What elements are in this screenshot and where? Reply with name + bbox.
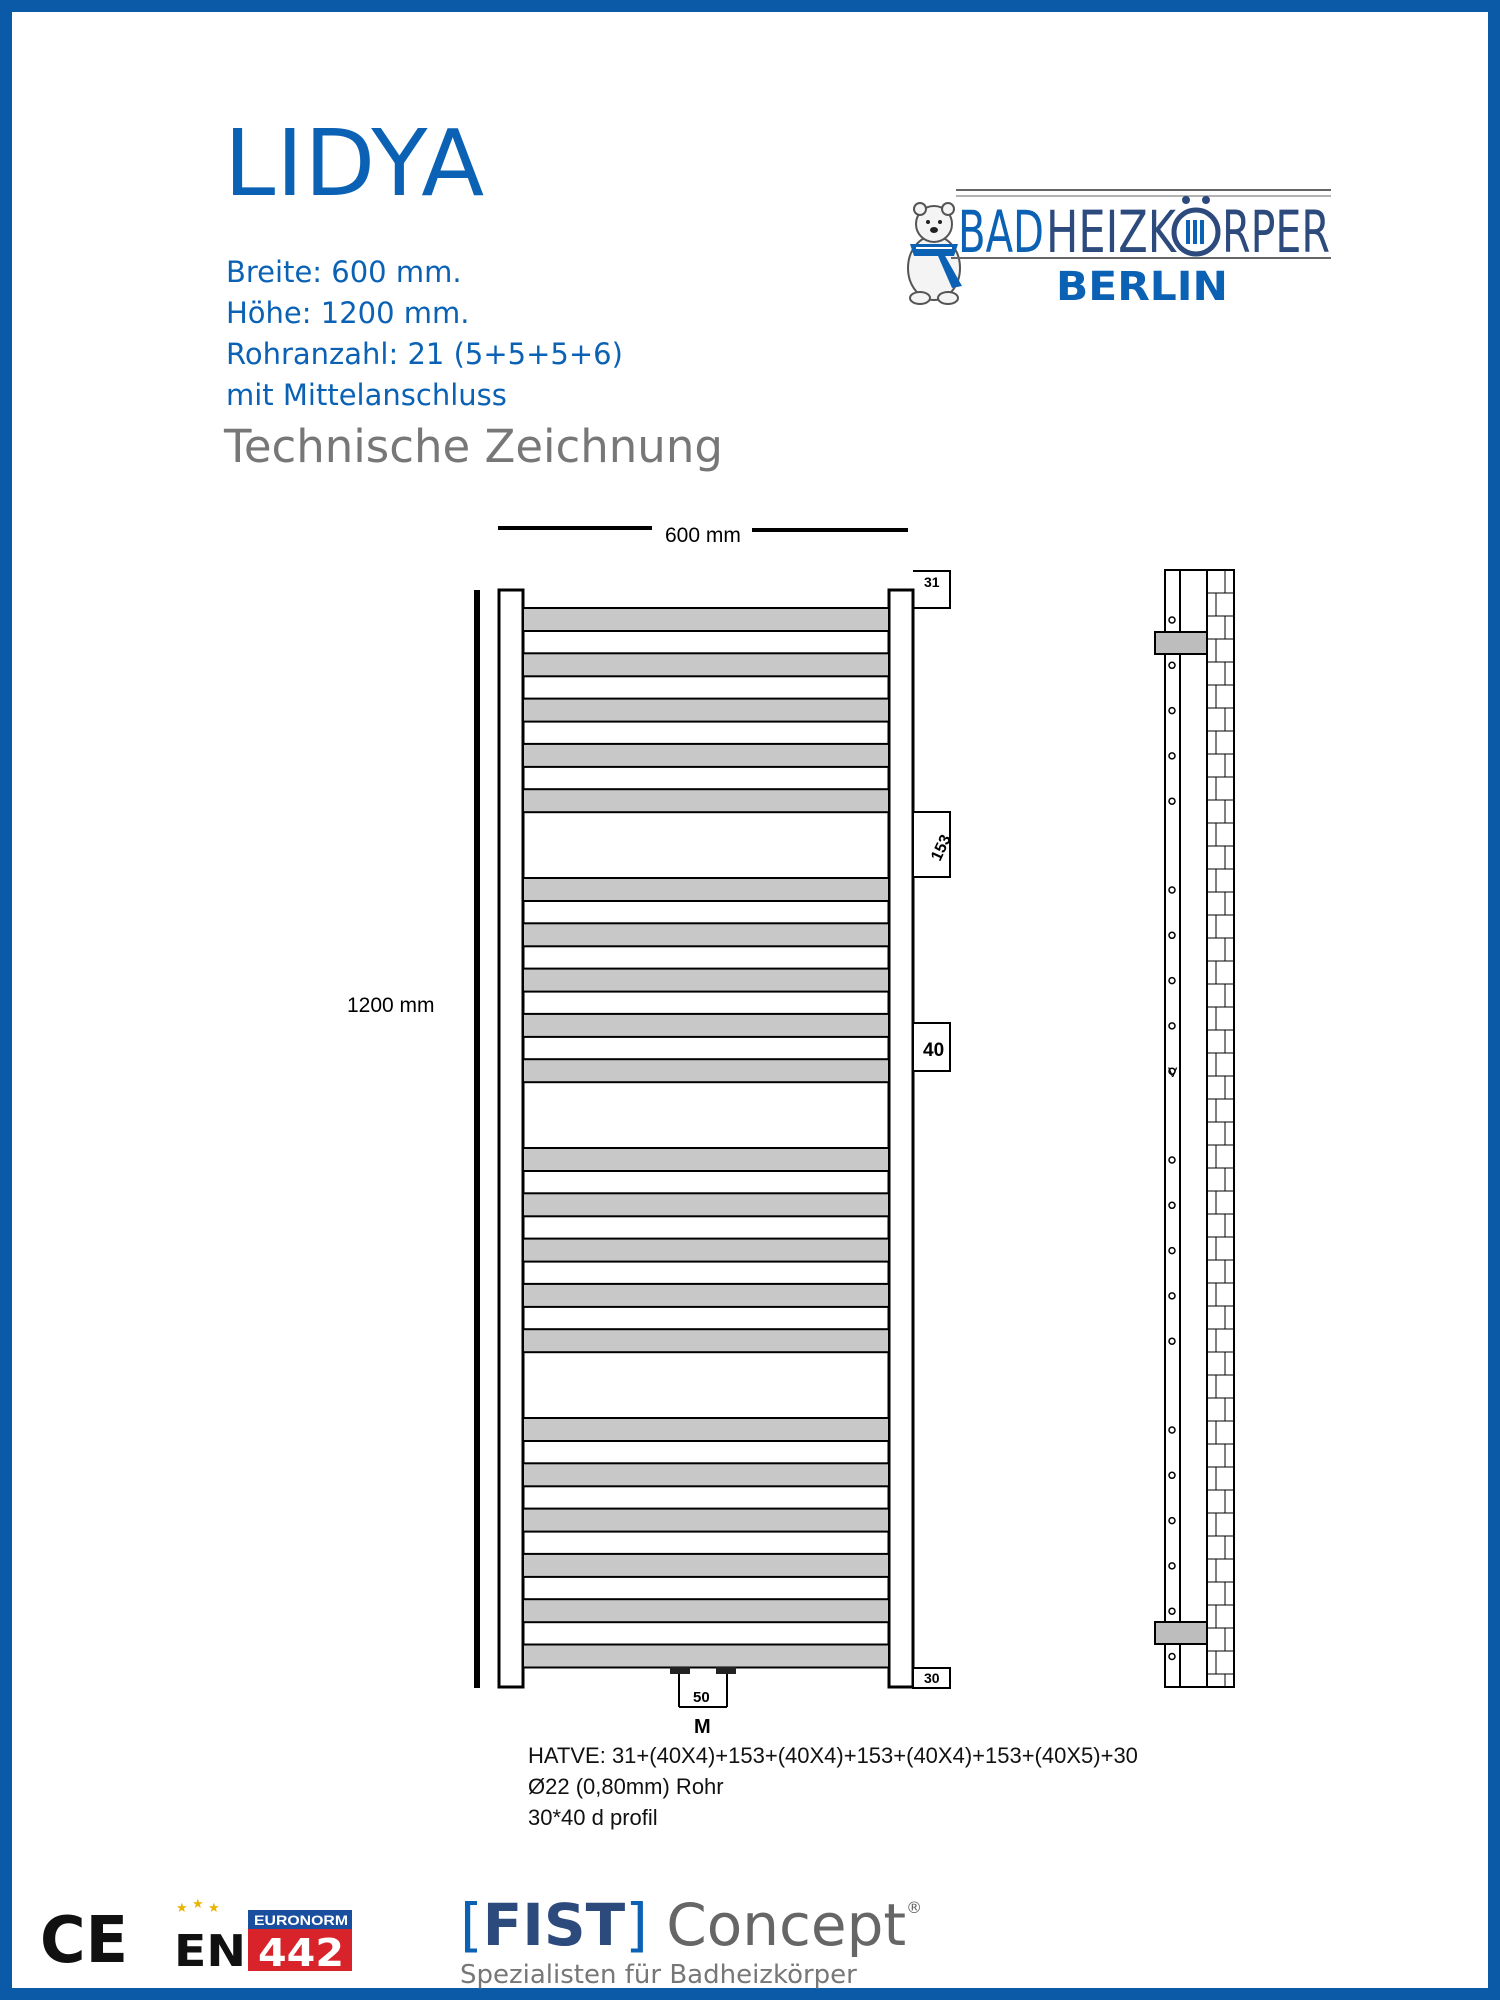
tube-row <box>523 608 889 631</box>
spec-tube-count: Rohranzahl: 21 (5+5+5+6) <box>226 337 623 371</box>
side-view-gap <box>1180 570 1207 1687</box>
tube-row <box>523 878 889 901</box>
tube-row <box>523 1284 889 1307</box>
svg-text:★: ★ <box>192 1896 204 1911</box>
wall-bracket-bottom <box>1155 1622 1207 1644</box>
note-profile: 30*40 d profil <box>528 1805 658 1830</box>
fist-bracket-close: ] <box>625 1891 648 1959</box>
tube-row <box>523 1239 889 1262</box>
tube-end-marker <box>1169 798 1175 804</box>
tube-end-marker <box>1169 887 1175 893</box>
tube-end-marker <box>1169 1563 1175 1569</box>
logo-text-berlin: BERLIN <box>1056 264 1228 310</box>
tube-row <box>523 969 889 992</box>
fist-concept-logo <box>460 1891 923 1990</box>
drawing-subtitle: Technische Zeichnung <box>224 420 723 473</box>
tube-row <box>523 1329 889 1352</box>
product-title: LIDYA <box>224 110 486 217</box>
spec-connection: mit Mittelanschluss <box>226 378 507 412</box>
svg-text:★: ★ <box>208 1900 220 1915</box>
ce-mark-icon <box>40 1904 130 1978</box>
fist-word: FIST <box>482 1891 626 1959</box>
tube-end-marker <box>1169 1293 1175 1299</box>
connection-spacing-label: 50 <box>693 1689 710 1706</box>
en-badge-en: EN <box>174 1926 246 1977</box>
tube-row <box>523 1059 889 1082</box>
fist-concept-word: Concept <box>647 1891 907 1959</box>
tube-row <box>523 1554 889 1577</box>
en-badge-number: 442 <box>258 1931 344 1975</box>
svg-text:★: ★ <box>176 1900 188 1915</box>
spec-width: Breite: 600 mm. <box>226 255 462 289</box>
tube-row <box>523 699 889 722</box>
fist-concept-wordmark <box>460 1891 923 1959</box>
tube-end-marker <box>1169 617 1175 623</box>
tube-rows <box>523 608 889 1668</box>
side-view <box>1155 570 1234 1687</box>
note-tube-layout: HATVE: 31+(40X4)+153+(40X4)+153+(40X4)+153+(40X5)+30 <box>528 1743 1138 1768</box>
width-label: 600 mm <box>665 524 741 547</box>
tube-row <box>523 1193 889 1216</box>
tube-row <box>523 1645 889 1668</box>
tube-row <box>523 1418 889 1441</box>
tube-row <box>523 1014 889 1037</box>
tube-end-marker <box>1169 1472 1175 1478</box>
side-view-wall <box>1207 570 1234 1687</box>
dim-bottom-label: 30 <box>924 1670 940 1686</box>
dim-gap-label: 153 <box>928 832 955 864</box>
note-tube-diameter: Ø22 (0,80mm) Rohr <box>528 1774 724 1799</box>
fist-bracket-open: [ <box>460 1891 483 1959</box>
wall-bracket-top <box>1155 632 1207 654</box>
tube-row <box>523 1463 889 1486</box>
tube-end-marker <box>1169 978 1175 984</box>
tube-end-marker <box>1169 708 1175 714</box>
dim-pitch-label: 40 <box>923 1040 945 1061</box>
tube-row <box>523 1148 889 1171</box>
registered-mark: ® <box>906 1898 923 1917</box>
tube-end-marker <box>1169 1202 1175 1208</box>
logo-text-bad: BAD <box>958 198 1044 266</box>
tube-end-marker <box>1169 1023 1175 1029</box>
fist-tagline: Spezialisten für Badheizkörper <box>460 1960 857 1990</box>
tube-row <box>523 789 889 812</box>
tube-end-marker <box>1169 1427 1175 1433</box>
tube-row <box>523 1599 889 1622</box>
tube-row <box>523 1509 889 1532</box>
en-badge-euronorm: EURONORM <box>254 1912 348 1928</box>
side-view-label: V <box>1168 1064 1178 1080</box>
dim-top-label: 31 <box>924 574 940 590</box>
spec-height: Höhe: 1200 mm. <box>226 296 470 330</box>
logo-text-heizk: HEIZK <box>1046 198 1178 266</box>
tube-end-marker <box>1169 1654 1175 1660</box>
tube-end-marker <box>1169 1157 1175 1163</box>
connection-label: M <box>694 1716 711 1738</box>
tube-row <box>523 653 889 676</box>
right-column <box>889 590 913 1687</box>
tube-end-marker <box>1169 932 1175 938</box>
en-442-badge <box>170 1896 355 1977</box>
tube-row <box>523 923 889 946</box>
tube-end-marker <box>1169 1518 1175 1524</box>
logo-text-rper: RPER <box>1222 198 1330 266</box>
tube-end-marker <box>1169 1608 1175 1614</box>
left-column <box>499 590 523 1687</box>
height-label: 1200 mm <box>347 994 435 1017</box>
technical-notes <box>528 1740 1138 1833</box>
tube-end-marker <box>1169 1248 1175 1254</box>
tube-end-marker <box>1169 662 1175 668</box>
tube-row <box>523 744 889 767</box>
tube-end-marker <box>1169 1338 1175 1344</box>
tube-end-marker <box>1169 753 1175 759</box>
ce-mark-text: CE <box>40 1904 128 1978</box>
